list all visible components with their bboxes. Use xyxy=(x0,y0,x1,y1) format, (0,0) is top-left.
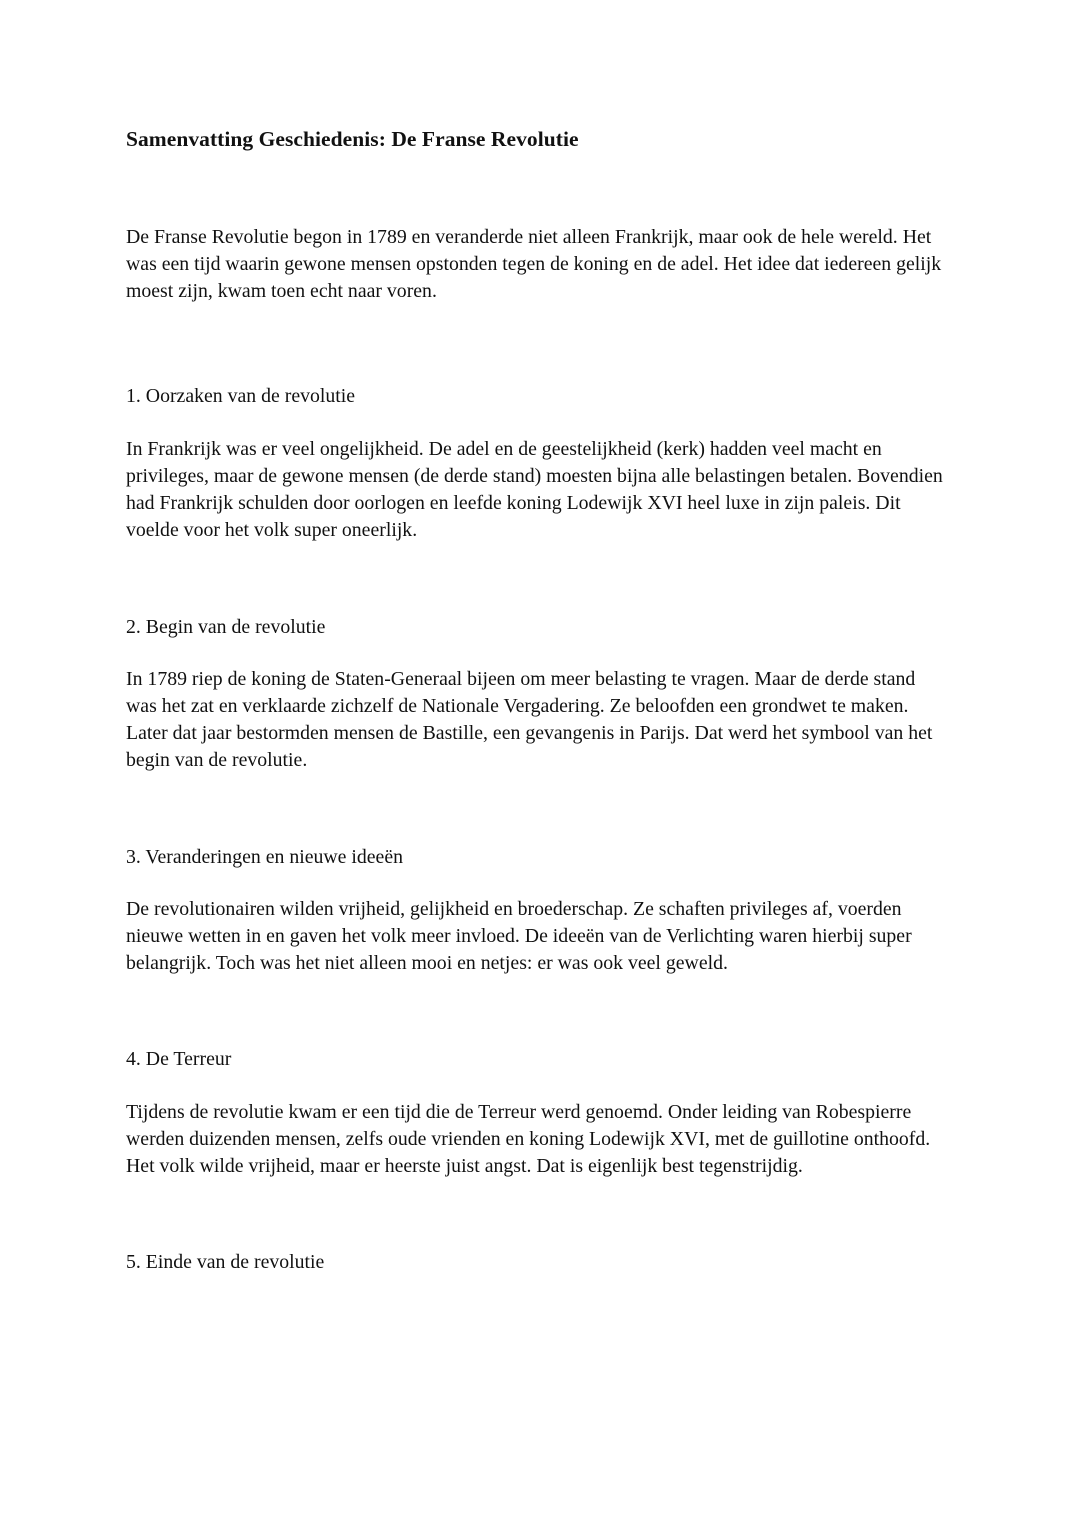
spacer-heading-body-3 xyxy=(126,871,946,896)
spacer-heading-body-2 xyxy=(126,641,946,666)
spacer-section-4-5 xyxy=(126,1180,945,1249)
spacer-section-3-4 xyxy=(126,977,945,1046)
spacer-heading-body-1 xyxy=(126,411,946,436)
intro-paragraph: De Franse Revolutie begon in 1789 en veranderde niet alleen Frankrijk, maar ook de hele wereld. Het was een tijd waarin gewone mensen opstonden tegen de koning en de adel. Het idee dat iedereen gelijk moest zijn, kwam toen echt naar voren. xyxy=(126,225,942,303)
spacer-section-1-2 xyxy=(126,545,945,614)
section-5 xyxy=(126,1249,946,1276)
section-body-1: In Frankrijk was er veel ongelijkheid. De adel en de geestelijkheid (kerk) hadden veel macht en privileges, maar de gewone mensen (de derde stand) moesten bijna alle belastingen betalen. Bovendien had Frankrijk schulden door oorlogen en leefde koning Lodewijk XVI heel luxe in zijn paleis. Dit voelde voor het volk super oneerlijk. xyxy=(126,437,943,542)
spacer-section-2-3 xyxy=(126,775,945,844)
page-title: Samenvatting Geschiedenis: De Franse Revolutie xyxy=(126,127,579,151)
section-heading-1: 1. Oorzaken van de revolutie xyxy=(126,385,356,408)
spacer-title-intro xyxy=(126,153,945,224)
spacer-heading-body-4 xyxy=(126,1074,946,1099)
section-2 xyxy=(126,614,946,775)
section-1 xyxy=(126,383,946,544)
section-3 xyxy=(126,844,946,978)
section-heading-4: 4. De Terreur xyxy=(126,1048,232,1071)
section-body-3: De revolutionairen wilden vrijheid, gelijkheid en broederschap. Ze schaften privileges af, voerden nieuwe wetten in en gaven het volk meer invloed. De ideeën van de Verlichting waren hierbij super belangrijk. Toch was het niet alleen mooi en netjes: er was ook veel geweld. xyxy=(126,897,912,975)
section-body-4: Tijdens de revolutie kwam er een tijd die de Terreur werd genoemd. Onder leiding van Robespierre werden duizenden mensen, zelfs oude vrienden en koning Lodewijk XVI, met de guillotine onthoofd. Het volk wilde vrijheid, maar er heerste juist angst. Dat is eigenlijk best tegenstrijdig. xyxy=(126,1100,931,1177)
section-heading-3: 3. Veranderingen en nieuwe ideeën xyxy=(126,845,404,868)
section-heading-2: 2. Begin van de revolutie xyxy=(126,615,326,638)
section-4 xyxy=(126,1046,946,1180)
spacer-intro-section-1 xyxy=(126,305,945,383)
section-heading-5: 5. Einde van de revolutie xyxy=(126,1251,325,1274)
section-body-2: In 1789 riep de koning de Staten-Generaal bijeen om meer belasting te vragen. Maar de derde stand was het zat en verklaarde zichzelf de Nationale Vergadering. Ze beloofden een grondwet te maken. Later dat jaar bestormden mensen de Bastille, een gevangenis in Parijs. Dat werd het symbool van het begin van de revolutie. xyxy=(126,667,933,772)
